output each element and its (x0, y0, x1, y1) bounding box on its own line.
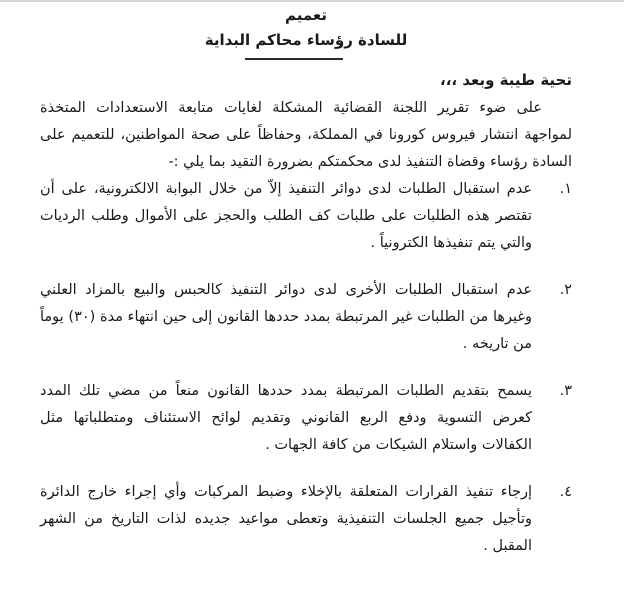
title-underline (245, 58, 343, 60)
list-item-number: ٢. (559, 282, 572, 298)
document-page (0, 4, 624, 572)
list-item-text: يسمح بتقديم الطلبات المرتبطة بمدد حددها القانون منعاً من مضي تلك المدد كعرض التسوية ودفع الربع القانوني وتقديم لوائح الاستئناف ومتطلباتها مثل الكفالات واستلام الشيكات من كافة الجهات . (40, 383, 532, 453)
document-subtitle: للسادة رؤساء محاكم البداية (204, 31, 408, 49)
list-item (40, 479, 572, 560)
intro-paragraph: على ضوء تقرير اللجنة القضائية المشكلة لغايات متابعة الاستعدادات المتخذة لمواجهة انتشار فيروس كورونا في المملكة، وحفاظاً على صحة المواطنين، للتعميم على السادة رؤساء وقضاة التنفيذ لدى محكمتكم بضرورة التقيد بما يلي :- (40, 100, 572, 170)
list-item-text: عدم استقبال الطلبات لدى دوائر التنفيذ إلاّ من خلال البوابة الالكترونية، على أن تقتصر هذه الطلبات على طلبات كف الطلب والحجز على الأموال وطلب الرديات والتي يتم تنفيذها الكترونياً . (40, 181, 532, 251)
list-item-text: عدم استقبال الطلبات الأخرى لدى دوائر التنفيذ كالحبس والبيع بالمزاد العلني وغيرها من الطلبات غير المرتبطة بمدد حددها القانون إلى حين انتهاء مدة (٣٠) يوماً من تاريخه . (40, 282, 532, 352)
list-item-number: ٣. (559, 383, 572, 399)
greeting: تحية طيبة وبعد ،،، (440, 71, 572, 89)
list-item (40, 378, 572, 459)
list-item (40, 176, 572, 257)
list-item-number: ٤. (559, 484, 572, 500)
top-border (0, 0, 624, 2)
list-item (40, 277, 572, 358)
list-item-text: إرجاء تنفيذ القرارات المتعلقة بالإخلاء وضبط المركبات وأي إجراء خارج الدائرة وتأجيل جميع الجلسات التنفيذية وتعطى مواعيد جديده لذات التاريخ من الشهر المقبل . (40, 484, 532, 554)
document-title: تعميم (284, 6, 328, 24)
title-underline-row (40, 51, 572, 63)
list-item-number: ١. (559, 181, 572, 197)
